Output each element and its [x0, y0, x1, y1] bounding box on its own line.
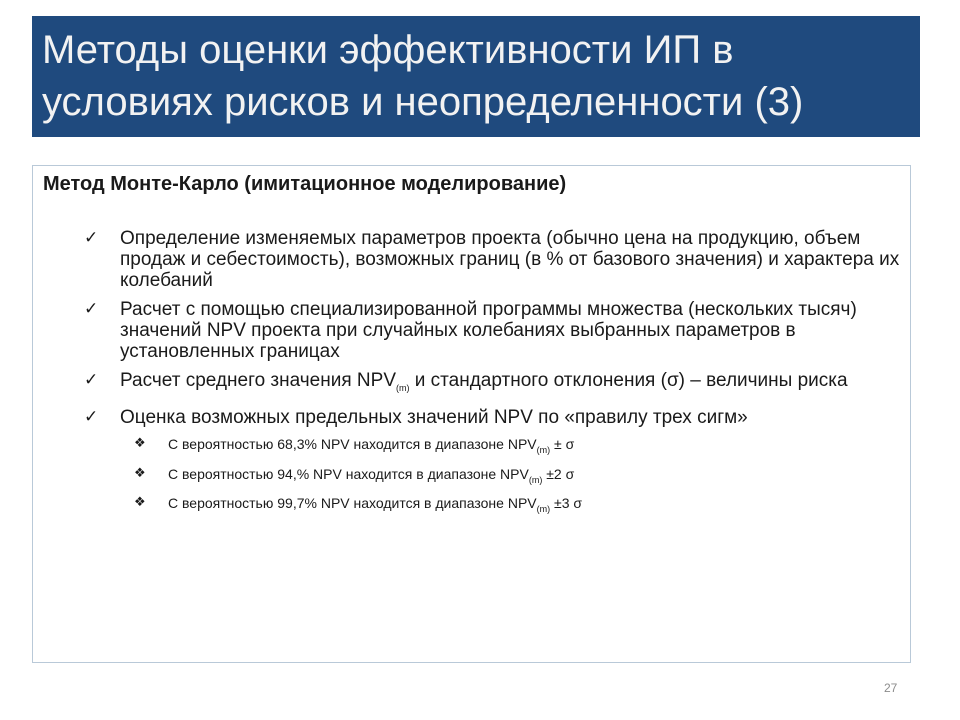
bullet-text-after: и стандартного отклонения (σ) – величины риска — [409, 370, 848, 391]
check-icon: ✓ — [84, 299, 99, 319]
page-number: 27 — [884, 681, 898, 695]
subscript-m: (m) — [528, 474, 543, 485]
diamond-icon: ❖ — [134, 435, 146, 451]
check-icon: ✓ — [84, 228, 99, 248]
bullet-list — [0, 228, 900, 527]
bullet-text: Определение изменяемых параметров проекта (обычно цена на продукцию, объем продаж и себестоимость), возможных границ (в % от базового значения) и характера их колебаний — [120, 228, 900, 291]
sub-bullet-list — [120, 434, 900, 519]
sub-text-before: С вероятностью 99,7% NPV находится в диапазоне NPV — [168, 495, 537, 512]
sub-text-before: С вероятностью 94,% NPV находится в диапазоне NPV — [168, 465, 529, 482]
sub-text-after: ± σ — [550, 435, 575, 452]
slide-title: Методы оценки эффективности ИП в условиях рисков и неопределенности (3) — [42, 28, 804, 124]
diamond-icon: ❖ — [134, 465, 146, 481]
sub-bullet-item — [120, 493, 900, 519]
subscript-m: (m) — [536, 504, 551, 515]
section-heading: Метод Монте-Карло (имитационное моделирование) — [43, 173, 567, 195]
bullet-text: Оценка возможных предельных значений NPV по «правилу трех сигм» — [120, 406, 748, 428]
subscript-m: (m) — [536, 444, 551, 455]
subscript-m: (m) — [396, 382, 410, 393]
check-icon: ✓ — [84, 370, 99, 390]
bullet-item — [0, 370, 900, 399]
diamond-icon: ❖ — [134, 495, 146, 511]
sub-bullet-item — [120, 464, 900, 490]
bullet-item — [0, 407, 900, 519]
bullet-item — [0, 299, 900, 362]
check-icon: ✓ — [84, 406, 99, 427]
bullet-text: Расчет с помощью специализированной программы множества (нескольких тысяч) значений NPV проекта при случайных колебаниях выбранных параметров в установленных границах — [120, 299, 857, 362]
sub-text-before: С вероятностью 68,3% NPV находится в диапазоне NPV — [168, 435, 537, 452]
sub-text-after: ±2 σ — [542, 465, 575, 482]
sub-text-after: ±3 σ — [550, 495, 583, 512]
bullet-item — [0, 228, 900, 291]
bullet-text-before: Расчет среднего значения NPV — [120, 370, 396, 391]
sub-bullet-item — [120, 434, 900, 460]
